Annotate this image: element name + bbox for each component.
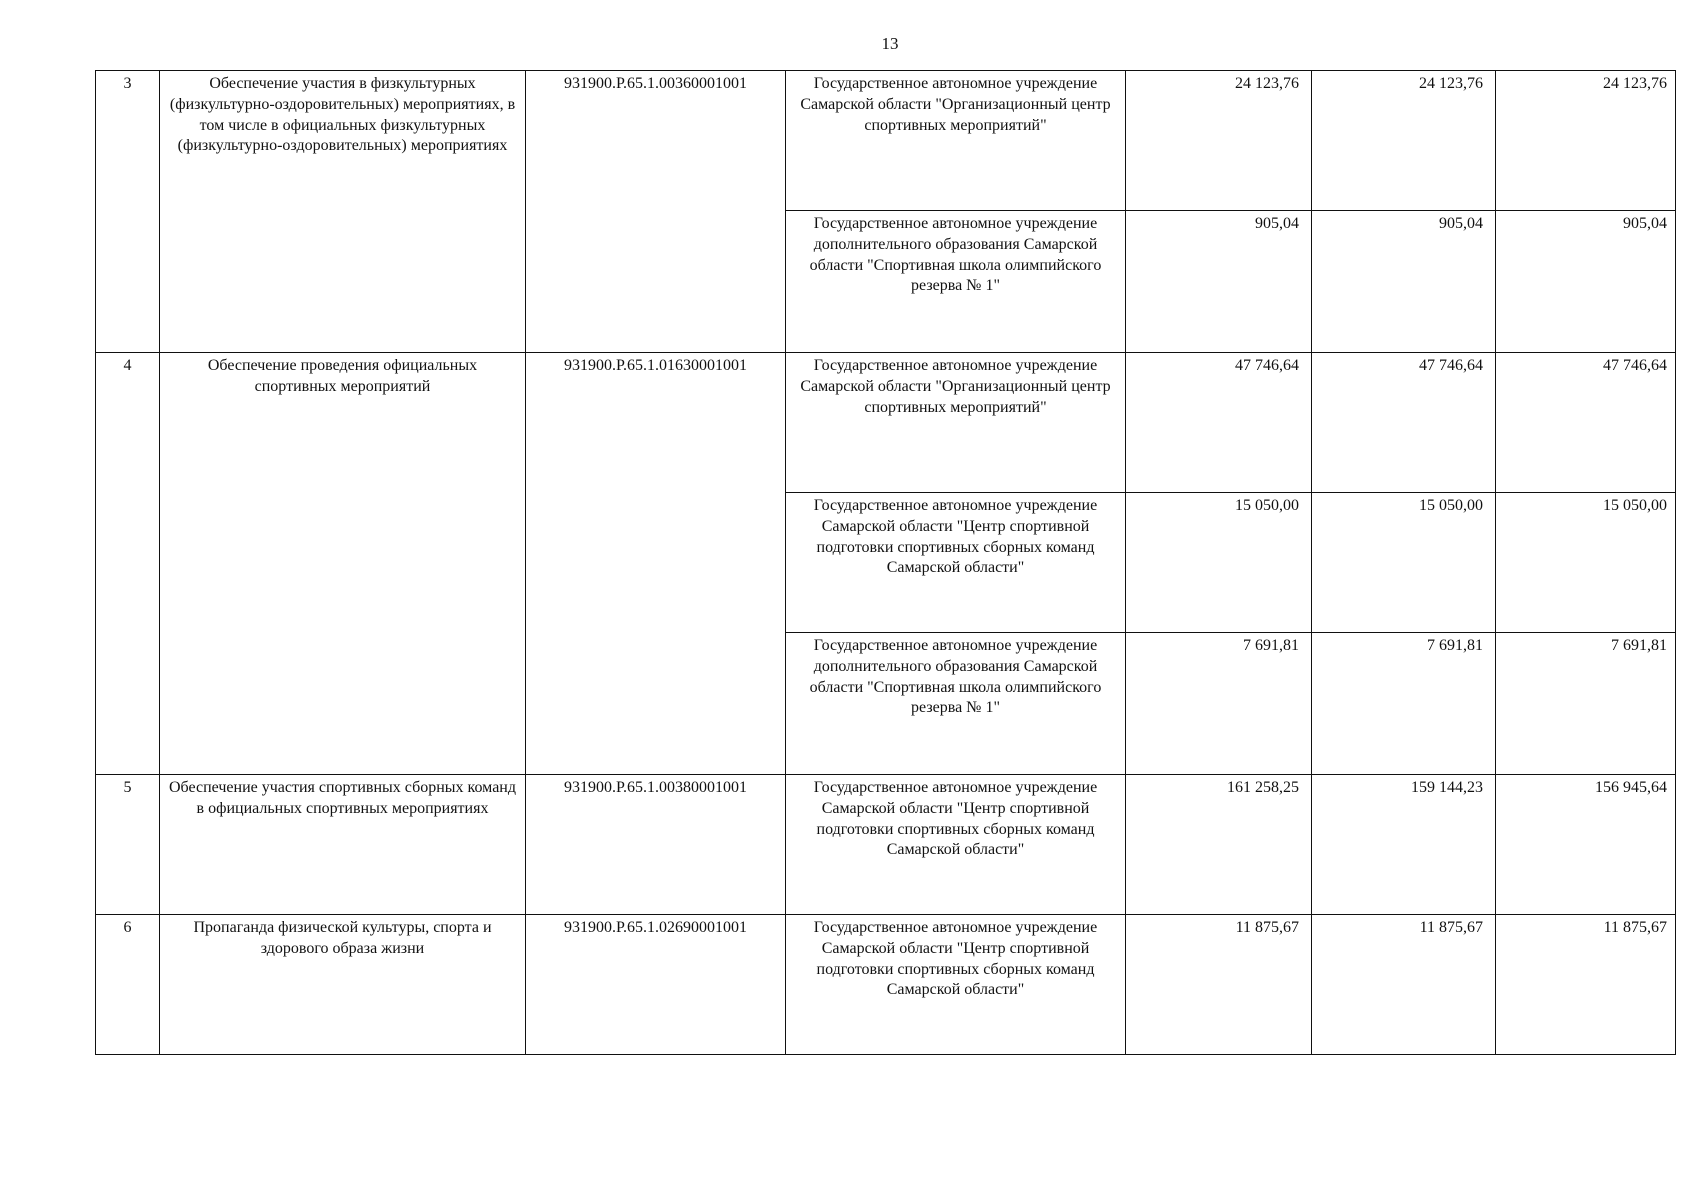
value-year-1: 905,04 — [1126, 211, 1312, 353]
table-row — [96, 71, 1676, 211]
table-row — [96, 775, 1676, 915]
value-year-3: 11 875,67 — [1496, 915, 1676, 1055]
provider-org: Государственное автономное учреждение Самарской области "Центр спортивной подготовки спортивных сборных команд Самарской области" — [786, 493, 1126, 633]
value-year-1: 161 258,25 — [1126, 775, 1312, 915]
value-year-2: 24 123,76 — [1312, 71, 1496, 211]
service-code: 931900.Р.65.1.02690001001 — [526, 915, 786, 1055]
value-year-3: 156 945,64 — [1496, 775, 1676, 915]
services-table — [95, 70, 1676, 1055]
provider-org: Государственное автономное учреждение Самарской области "Центр спортивной подготовки спортивных сборных команд Самарской области" — [786, 775, 1126, 915]
value-year-1: 7 691,81 — [1126, 633, 1312, 775]
provider-org: Государственное автономное учреждение Самарской области "Центр спортивной подготовки спортивных сборных команд Самарской области" — [786, 915, 1126, 1055]
value-year-1: 15 050,00 — [1126, 493, 1312, 633]
service-name: Обеспечение участия спортивных сборных команд в официальных спортивных мероприятиях — [160, 775, 526, 915]
table-row — [96, 353, 1676, 493]
page-number: 13 — [881, 34, 899, 53]
service-code: 931900.Р.65.1.00360001001 — [526, 71, 786, 353]
service-name: Обеспечение участия в физкультурных (физкультурно-оздоровительных) мероприятиях, в том числе в официальных физкультурных (физкультурно-оздоровительных) мероприятиях — [160, 71, 526, 353]
provider-org: Государственное автономное учреждение дополнительного образования Самарской области "Спортивная школа олимпийского резерва № 1" — [786, 633, 1126, 775]
value-year-2: 7 691,81 — [1312, 633, 1496, 775]
table-row — [96, 915, 1676, 1055]
value-year-2: 15 050,00 — [1312, 493, 1496, 633]
value-year-1: 11 875,67 — [1126, 915, 1312, 1055]
provider-org: Государственное автономное учреждение Самарской области "Организационный центр спортивных мероприятий" — [786, 353, 1126, 493]
service-name: Обеспечение проведения официальных спортивных мероприятий — [160, 353, 526, 775]
value-year-2: 905,04 — [1312, 211, 1496, 353]
value-year-3: 905,04 — [1496, 211, 1676, 353]
value-year-3: 7 691,81 — [1496, 633, 1676, 775]
row-number: 4 — [96, 353, 160, 775]
value-year-2: 11 875,67 — [1312, 915, 1496, 1055]
service-code: 931900.Р.65.1.01630001001 — [526, 353, 786, 775]
row-number: 3 — [96, 71, 160, 353]
value-year-3: 24 123,76 — [1496, 71, 1676, 211]
value-year-1: 24 123,76 — [1126, 71, 1312, 211]
value-year-2: 47 746,64 — [1312, 353, 1496, 493]
value-year-2: 159 144,23 — [1312, 775, 1496, 915]
value-year-1: 47 746,64 — [1126, 353, 1312, 493]
service-code: 931900.Р.65.1.00380001001 — [526, 775, 786, 915]
provider-org: Государственное автономное учреждение дополнительного образования Самарской области "Спортивная школа олимпийского резерва № 1" — [786, 211, 1126, 353]
row-number: 6 — [96, 915, 160, 1055]
provider-org: Государственное автономное учреждение Самарской области "Организационный центр спортивных мероприятий" — [786, 71, 1126, 211]
row-number: 5 — [96, 775, 160, 915]
value-year-3: 47 746,64 — [1496, 353, 1676, 493]
value-year-3: 15 050,00 — [1496, 493, 1676, 633]
service-name: Пропаганда физической культуры, спорта и здорового образа жизни — [160, 915, 526, 1055]
